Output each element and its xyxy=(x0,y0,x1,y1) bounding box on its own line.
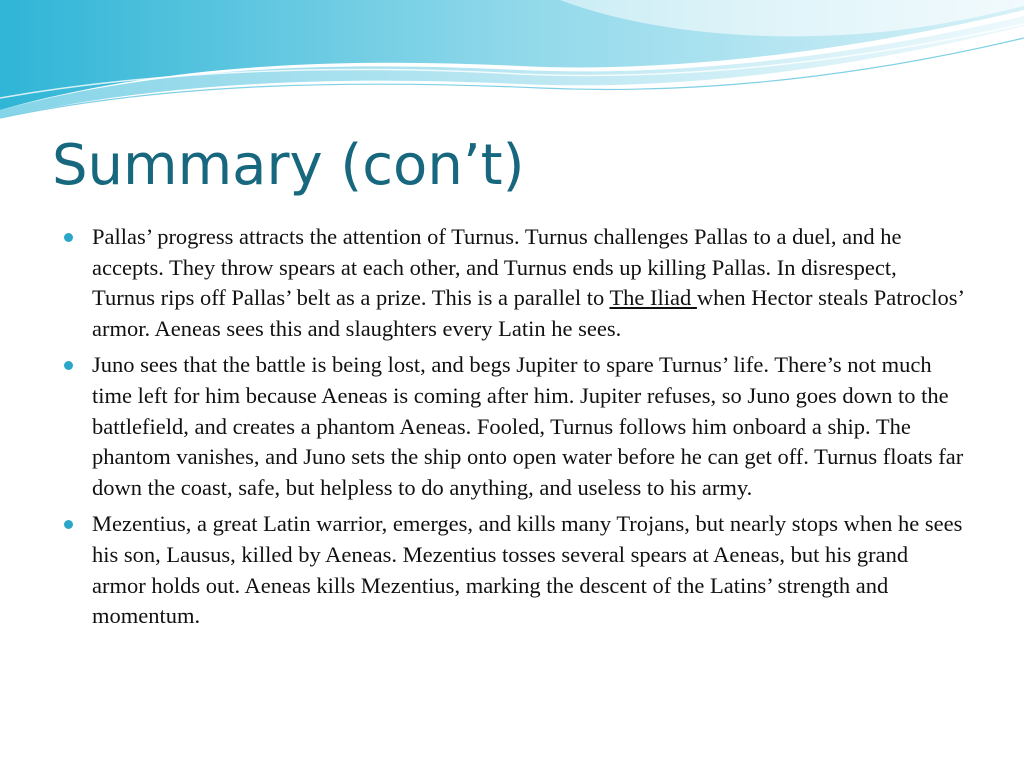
wave-banner-decoration xyxy=(0,0,1024,130)
bullet-item xyxy=(64,222,964,344)
bullet-text: Mezentius, a great Latin warrior, emerges, and kills many Trojans, but nearly stops when he sees his son, Lausus, killed by Aeneas. Mezentius tosses several spears at Aeneas, but his grand armor holds out. Aeneas kills Mezentius, marking the descent of the Latins’ strength and momentum. xyxy=(92,511,963,629)
bullet-text: Juno sees that the battle is being lost, and begs Jupiter to spare Turnus’ life. There’s not much time left for him because Aeneas is coming after him. Jupiter refuses, so Juno goes down to the battlefield, and creates a phantom Aeneas. Fooled, Turnus follows him onboard a ship. The phantom vanishes, and Juno sets the ship onto open water before he can get off. Turnus floats far down the coast, safe, but helpless to do anything, and useless to his army. xyxy=(92,352,964,500)
bullet-dot-icon xyxy=(64,233,73,242)
bullet-item xyxy=(64,350,964,503)
bullet-dot-icon xyxy=(64,520,73,529)
slide-title: Summary (con’t) xyxy=(52,133,525,198)
bullet-dot-icon xyxy=(64,361,73,370)
bullet-list xyxy=(64,222,964,638)
bullet-text: when Hector steals Patroclos’ armor. Aeneas sees this and slaughters every Latin he sees. xyxy=(92,285,964,341)
bullet-item xyxy=(64,509,964,631)
bullet-text: Pallas’ progress attracts the attention of Turnus. Turnus challenges Pallas to a duel, and he accepts. They throw spears at each other, and Turnus ends up killing Pallas. In disrespect, Turnus rips off Pallas’ belt as a prize. This is a parallel to xyxy=(92,224,902,311)
book-title-underlined: The Iliad xyxy=(609,285,697,311)
